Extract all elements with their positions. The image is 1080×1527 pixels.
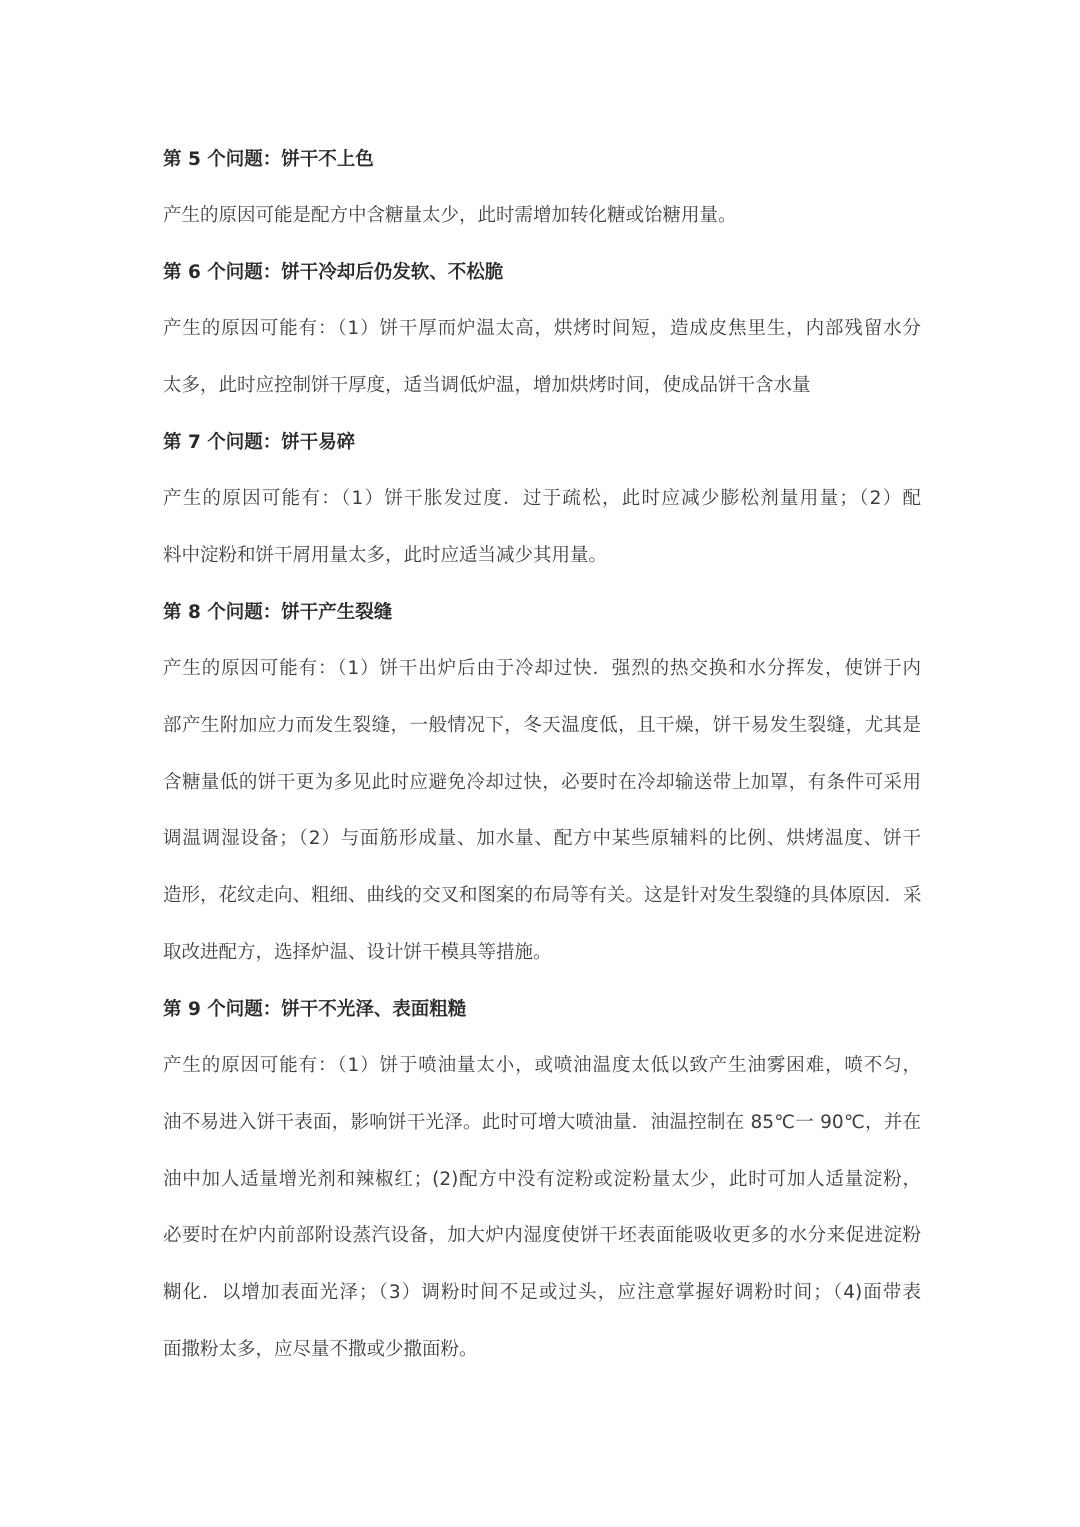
paragraph-line: 必要时在炉内前部附设蒸汽设备，加大炉内湿度使饼干坯表面能吸收更多的水分来促进淀粉 bbox=[163, 1225, 921, 1247]
paragraph-line: 造形，花纹走向、粗细、曲线的交叉和图案的布局等有关。这是针对发生裂缝的具体原因．采 bbox=[163, 885, 922, 907]
paragraph-line: 太多，此时应控制饼干厚度，适当调低炉温，增加烘烤时间，使成品饼干含水量 bbox=[163, 374, 811, 396]
paragraph-line: 产生的原因可能有：（1）饼干胀发过度．过于疏松，此时应减少膨松剂量用量；（2）配 bbox=[163, 488, 921, 509]
paragraph-line: 产生的原因可能有：（1）饼干厚而炉温太高，烘烤时间短，造成皮焦里生，内部残留水分 bbox=[163, 318, 921, 339]
paragraph-line: 产生的原因可能有：（1）饼干出炉后由于冷却过快．强烈的热交换和水分挥发，使饼于内 bbox=[163, 658, 921, 679]
paragraph-line: 糊化．以增加表面光泽；（3）调粉时间不足或过头，应注意掌握好调粉时间；（4)面带表 bbox=[163, 1282, 921, 1304]
section-heading-9: 第 9 个问题：饼干不光泽、表面粗糙 bbox=[163, 999, 467, 1020]
section-heading-5: 第 5 个问题：饼干不上色 bbox=[163, 149, 374, 170]
section-body-5 bbox=[163, 188, 921, 245]
section-heading-8: 第 8 个问题：饼干产生裂缝 bbox=[163, 602, 393, 623]
paragraph-line: 油不易进入饼干表面，影响饼干光泽。此时可增大喷油量．油温控制在 85℃一 90℃，并在 bbox=[163, 1111, 921, 1133]
paragraph-line: 油中加人适量增光剂和辣椒红；(2)配方中没有淀粉或淀粉量太少，此时可加人适量淀粉， bbox=[163, 1168, 921, 1190]
paragraph-line: 面撒粉太多，应尽量不撒或少撒面粉。 bbox=[163, 1338, 478, 1360]
paragraph-line: 含糖量低的饼干更为多见此时应避免冷却过快，必要时在冷却输送带上加罩，有条件可采用 bbox=[163, 771, 921, 793]
section-heading-7: 第 7 个问题：饼干易碎 bbox=[163, 432, 356, 453]
paragraph-line: 部产生附加应力而发生裂缝，一般情况下，冬天温度低，且干燥，饼干易发生裂缝，尤其是 bbox=[163, 714, 921, 736]
section-body-9 bbox=[163, 1038, 921, 1379]
section-body-7 bbox=[163, 471, 921, 585]
section-body-6 bbox=[163, 301, 921, 415]
paragraph-line: 产生的原因可能是配方中含糖量太少，此时需增加转化糖或饴糖用量。 bbox=[163, 205, 737, 226]
section-body-8 bbox=[163, 641, 921, 982]
section-heading-6: 第 6 个问题：饼干冷却后仍发软、不松脆 bbox=[163, 262, 504, 283]
paragraph-line: 取改进配方，选择炉温、设计饼干模具等措施。 bbox=[163, 941, 552, 963]
paragraph-line: 调温调湿设备；（2）与面筋形成量、加水量、配方中某些原辅料的比例、烘烤温度、饼干 bbox=[163, 828, 921, 850]
paragraph-line: 料中淀粉和饼干屑用量太多，此时应适当减少其用量。 bbox=[163, 544, 608, 566]
paragraph-line: 产生的原因可能有：（1）饼于喷油量太小，或喷油温度太低以致产生油雾困难，喷不匀， bbox=[163, 1055, 921, 1076]
